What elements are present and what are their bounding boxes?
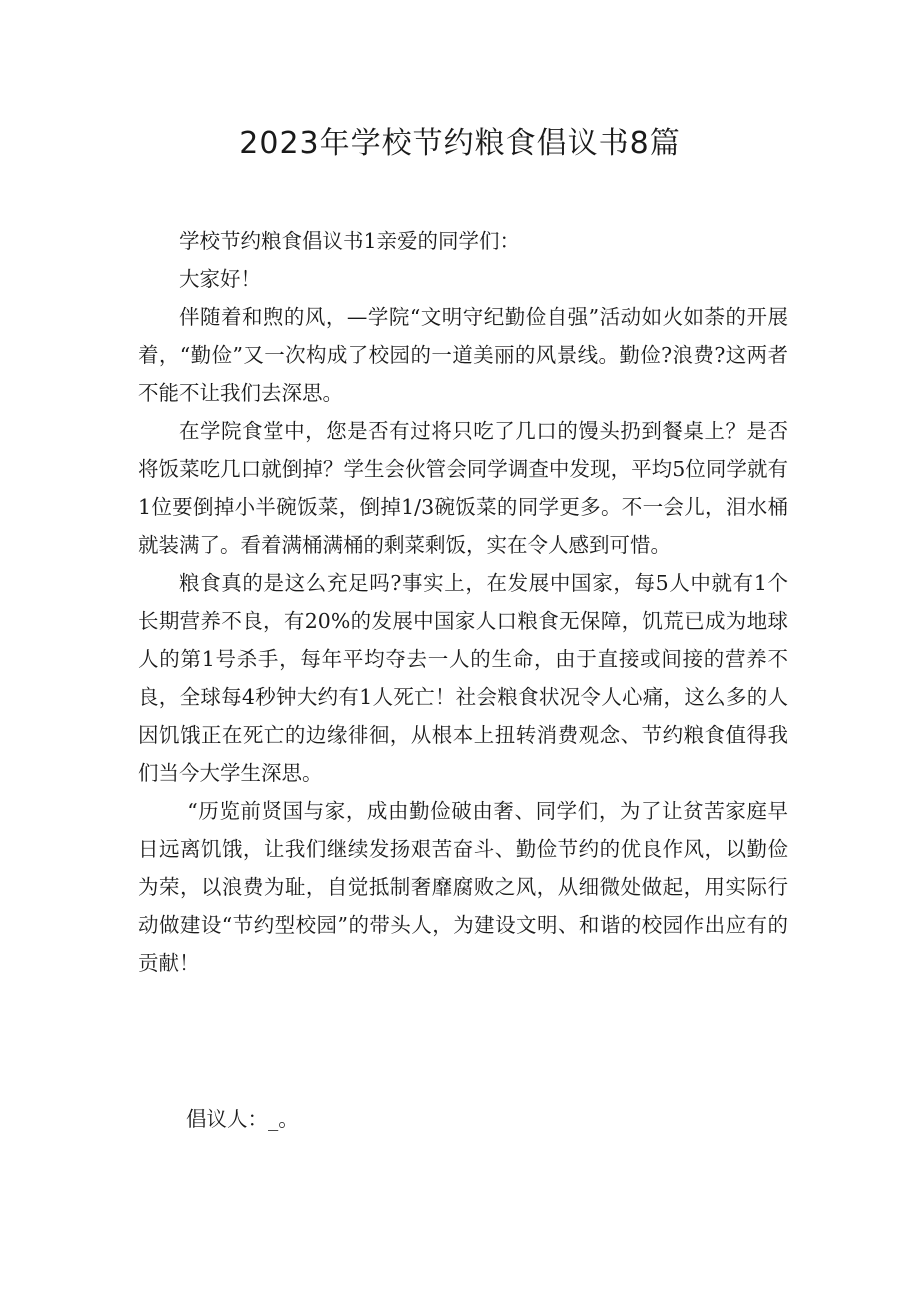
signature-line: 倡议人：_。 [186, 1107, 299, 1131]
salutation-paragraph: 学校节约粮食倡议书1亲爱的同学们： [179, 229, 521, 253]
document-body [138, 222, 788, 982]
body-paragraph: 粮食真的是这么充足吗?事实上，在发展中国家，每5人中就有1个长期营养不良，有20%的发展中国家人口粮食无保障，饥荒已成为地球人的第1号杀手，每年平均夺去一人的生命，由于直接或间接的营养不良，全球每4秒钟大约有1人死亡！社会粮食状况令人心痛，这么多的人因饥饿正在死亡的边缘徘徊，从根本上扭转消费观念、节约粮食值得我们当今大学生深思。 [138, 571, 788, 785]
body-paragraph: “历览前贤国与家，成由勤俭破由奢、同学们，为了让贫苦家庭早日远离饥饿，让我们继续发扬艰苦奋斗、勤俭节约的优良作风，以勤俭为荣，以浪费为耻，自觉抵制奢靡腐败之风，从细微处做起，用实际行动做建设“节约型校园”的带头人，为建设文明、和谐的校园作出应有的贡献！ [138, 799, 788, 975]
body-paragraph: 伴随着和煦的风，—学院“文明守纪勤俭自强”活动如火如荼的开展着，“勤俭”又一次构成了校园的一道美丽的风景线。勤俭?浪费?这两者不能不让我们去深思。 [138, 305, 788, 405]
document-title: 2023年学校节约粮食倡议书8篇 [239, 126, 681, 161]
body-paragraph: 在学院食堂中，您是否有过将只吃了几口的馒头扔到餐桌上？是否将饭菜吃几口就倒掉？学生会伙管会同学调查中发现，平均5位同学就有1位要倒掉小半碗饭菜，倒掉1/3碗饭菜的同学更多。不一会儿，泪水桶就装满了。看着满桶满桶的剩菜剩饭，实在令人感到可惜。 [138, 419, 788, 557]
greeting-paragraph: 大家好！ [179, 267, 261, 291]
